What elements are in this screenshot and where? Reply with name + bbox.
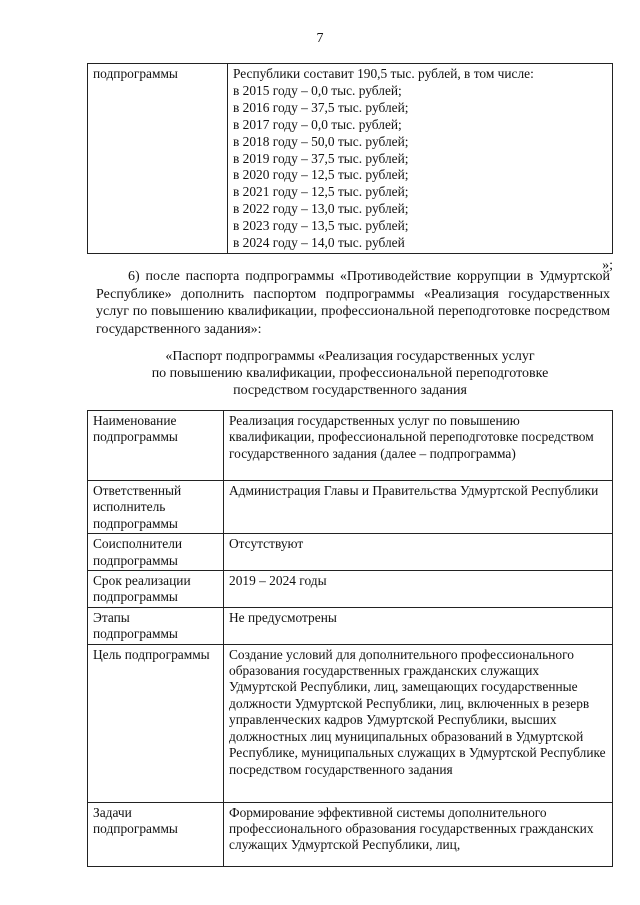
funding-line: в 2024 году – 14,0 тыс. рублей [233,235,405,251]
table-row [88,411,613,481]
table-row [88,607,613,644]
table-row [88,64,613,254]
heading-line: «Паспорт подпрограммы «Реализация государственных услуг [165,349,535,364]
funding-values-cell [228,64,613,254]
funding-line: в 2023 году – 13,5 тыс. рублей; [233,218,409,234]
funding-line: в 2017 году – 0,0 тыс. рублей; [233,116,402,132]
funding-line: в 2015 году – 0,0 тыс. рублей; [233,82,402,98]
row-label: Соисполнители подпрограммы [88,534,224,571]
row-label: Наименование подпрограммы [88,411,224,481]
funding-line: в 2021 году – 12,5 тыс. рублей; [233,184,409,200]
row-label: Этапы подпрограммы [88,607,224,644]
amendment-paragraph [96,268,610,338]
funding-line: в 2016 году – 37,5 тыс. рублей; [233,99,409,115]
row-value: Не предусмотрены [224,607,613,644]
table-row [88,481,613,534]
row-value: Отсутствуют [224,534,613,571]
table-row [88,534,613,571]
row-value: 2019 – 2024 годы [224,571,613,608]
funding-line: Республики составит 190,5 тыс. рублей, в том числе: [233,66,534,81]
funding-label-cell: подпрограммы [88,64,228,254]
funding-line: в 2019 году – 37,5 тыс. рублей; [233,150,409,166]
funding-line: в 2020 году – 12,5 тыс. рублей; [233,167,409,183]
closing-quote: »; [602,258,613,273]
row-label: Задачи подпрограммы [88,802,224,866]
row-label: Ответственный исполнитель подпрограммы [88,481,224,534]
table-row [88,802,613,866]
amendment-text: 6) после паспорта подпрограммы «Противодействие коррупции в Удмуртской Республике» дополнить паспортом подпрограммы «Реализация государственных услуг по повышению квалификации, профессиональной переподготовке посредством государственного задания»: [96,269,610,337]
passport-table [87,410,613,867]
funding-line: в 2018 году – 50,0 тыс. рублей; [233,133,409,149]
funding-line: в 2022 году – 13,0 тыс. рублей; [233,201,409,217]
row-value: Создание условий для дополнительного профессионального образования государственных гражданских служащих Удмуртской Республики, лиц, замещающих государственные должности Удмуртской Республики, лиц, включенных в резерв управленческих кадров Удмуртской Республики, высших должностных лиц муниципальных образований в Удмуртской Республике, муниципальных служащих в Удмуртской Республике посредством государственного задания [224,644,613,802]
row-value: Формирование эффективной системы дополнительного профессионального образования государственных гражданских служащих Удмуртской Республики, лиц, [224,802,613,866]
page-number: 7 [316,31,324,46]
row-label: Срок реализации подпрограммы [88,571,224,608]
row-value: Реализация государственных услуг по повышению квалификации, профессиональной переподготовке посредством государственного задания (далее – подпрограмма) [224,411,613,481]
passport-heading [87,348,613,399]
heading-line: по повышению квалификации, профессиональной переподготовке [151,366,549,381]
row-value: Администрация Главы и Правительства Удмуртской Республики [224,481,613,534]
table-row [88,644,613,802]
funding-table [87,63,613,254]
table-row [88,571,613,608]
heading-line: посредством государственного задания [233,383,467,398]
row-label: Цель подпрограммы [88,644,224,802]
